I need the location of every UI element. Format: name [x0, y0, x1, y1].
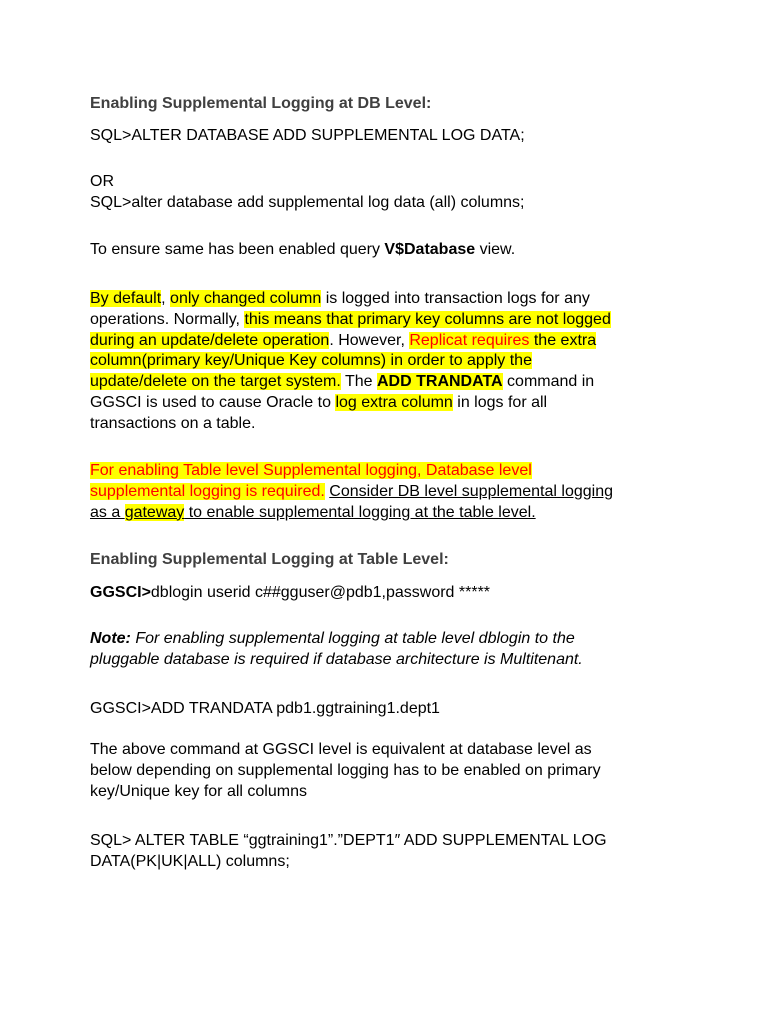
add-trandata-command: GGSCI>ADD TRANDATA pdb1.ggtraining1.dept1 [90, 700, 440, 717]
highlight-pk-not-logged: this means that primary key columns are not logged [244, 310, 611, 328]
explain-text: is logged into transaction logs for any [321, 290, 590, 307]
verify-pre: To ensure same has been enabled query [90, 241, 385, 258]
highlight-gateway: gateway [124, 503, 185, 521]
underlined-consider: Consider DB level supplemental logging [329, 482, 613, 500]
equivalence-paragraph [90, 740, 690, 802]
explain-paragraph [90, 289, 690, 435]
highlight-by-default: By default [90, 290, 162, 307]
verify-paragraph [90, 240, 690, 261]
explain-text: command in [502, 373, 595, 391]
highlight-extra: the extra [529, 331, 597, 349]
sql-line-2: DATA(PK|UK|ALL) columns; [90, 852, 290, 870]
login-text: dblogin userid c##gguser@pdb1,password ***** [150, 584, 491, 601]
requirement-line-2 [90, 482, 690, 503]
requirement-line-1 [90, 461, 690, 482]
requirement-paragraph [90, 461, 690, 523]
explain-text: operations. Normally, [90, 310, 245, 328]
table-level-heading: Enabling Supplemental Logging at Table Level: [90, 551, 449, 568]
requirement-line-3 [90, 503, 690, 524]
note-label: Note: [90, 630, 131, 647]
sql-alter-table-command [90, 831, 690, 873]
sql-line-1: SQL> ALTER TABLE “ggtraining1”.”DEPT1″ ADD SUPPLEMENTAL LOG [90, 832, 607, 849]
explain-text: in logs for all [452, 393, 548, 411]
equivalence-line-2: below depending on supplemental logging has to be enabled on primary [90, 761, 601, 779]
db-level-heading: Enabling Supplemental Logging at DB Level: [90, 95, 432, 112]
explain-text: , [161, 290, 171, 307]
db-sql-command: SQL>ALTER DATABASE ADD SUPPLEMENTAL LOG DATA; [90, 127, 525, 144]
ggsci-prompt: GGSCI> [90, 584, 151, 601]
highlight-add-trandata: ADD TRANDATA [377, 373, 503, 391]
underlined-table-level: to enable supplemental logging at the table level. [184, 503, 536, 521]
or-text: OR [90, 173, 114, 190]
highlight-log-extra-column: log extra column [335, 393, 453, 411]
explain-line-7: transactions on a table. [90, 414, 256, 432]
explain-text: . However, [329, 331, 410, 349]
equivalence-line-1: The above command at GGSCI level is equivalent at database level as [90, 741, 592, 758]
highlight-table-level-req: For enabling Table level Supplemental logging, Database level [90, 462, 532, 479]
explain-line-3 [90, 331, 690, 352]
explain-line-1 [90, 289, 690, 310]
equivalence-line-3: key/Unique key for all columns [90, 782, 307, 800]
explain-line-2 [90, 310, 690, 331]
explain-line-6 [90, 393, 690, 414]
note-line-1 [90, 629, 690, 650]
verify-post: view. [475, 241, 516, 258]
highlight-replicat-requires: Replicat requires [409, 331, 530, 349]
highlight-db-level-req: supplemental logging is required. [90, 482, 325, 500]
explain-text: GGSCI is used to cause Oracle to [90, 393, 336, 411]
ggsci-login-command [90, 583, 690, 604]
highlight-pk-columns: column(primary key/Unique Key columns) in order to apply the [90, 352, 532, 370]
highlight-update-delete: during an update/delete operation [90, 331, 330, 349]
explain-line-5 [90, 372, 690, 393]
explain-line-4 [90, 351, 690, 372]
db-sql-alt-command: SQL>alter database add supplemental log data (all) columns; [90, 194, 525, 211]
underlined-as-a: as a [90, 503, 125, 521]
note-text: For enabling supplemental logging at table level dblogin to the [130, 630, 575, 647]
verify-view-name: V$Database [384, 241, 476, 258]
note-line-2: pluggable database is required if database architecture is Multitenant. [90, 650, 583, 668]
note-paragraph [90, 629, 690, 671]
highlight-target-system: update/delete on the target system. [90, 373, 341, 391]
highlight-only-changed: only changed column [170, 290, 322, 307]
explain-text: The [340, 373, 377, 391]
